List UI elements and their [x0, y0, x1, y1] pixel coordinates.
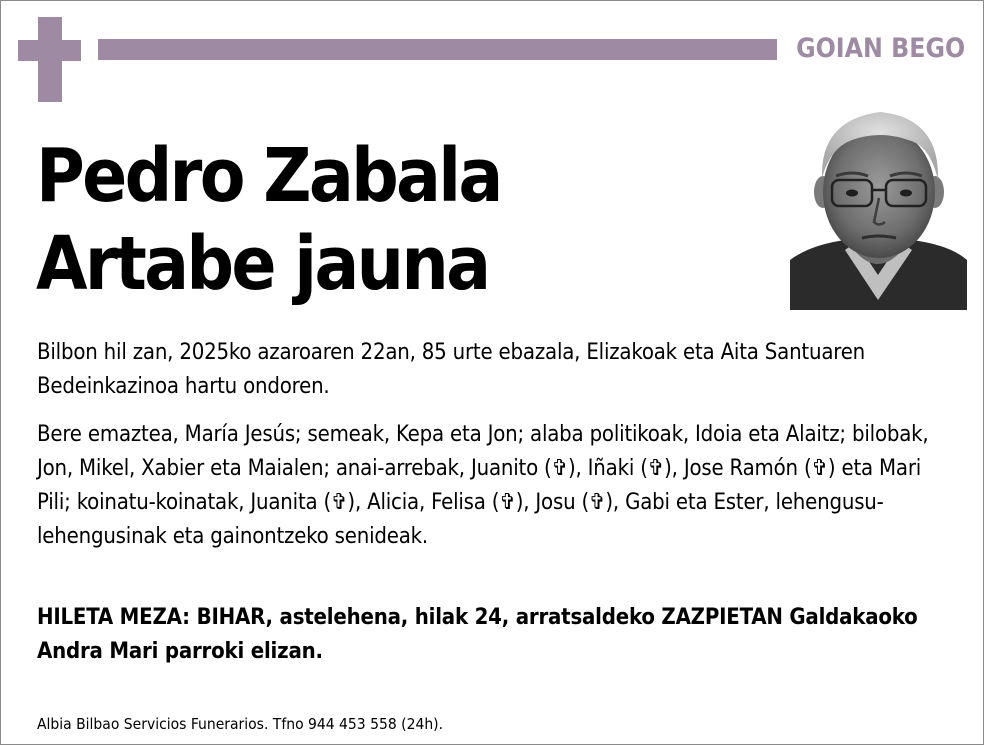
funeral-mass-paragraph: HILETA MEZA: BIHAR, astelehena, hilak 24, arratsaldeko ZAZPIETAN Galdakaoko Andra Mari parroki elizan.	[37, 605, 918, 664]
family-paragraph: Bere emaztea, María Jesús; semeak, Kepa eta Jon; alaba politikoak, Idoia eta Alaitz; bilobak, Jon, Mikel, Xabier eta Maialen; anai-arrebak, Juanito (✞), Iñaki (✞), Jose Ramón (✞) eta Mari Pili; koinatu-koinatak, Juanita (✞), Alicia, Felisa (✞), Josu (✞), Gabi eta Ester, lehengusu-lehengusinak eta gainontzeko senideak.	[37, 422, 929, 549]
cross-icon-bar	[18, 40, 81, 61]
deceased-name-line2: Artabe jauna	[36, 221, 489, 307]
death-notice-paragraph: Bilbon hil zan, 2025ko azaroaren 22an, 85 urte ebazala, Elizakoak eta Aita Santuaren Bedeinkazinoa hartu ondoren.	[37, 340, 866, 399]
deceased-name	[36, 132, 501, 308]
funeral-home-footer: Albia Bilbao Servicios Funerarios. Tfno 944 453 558 (24h).	[37, 715, 444, 733]
header-label: GOIAN BEGO	[795, 33, 965, 64]
deceased-name-line1: Pedro Zabala	[36, 133, 501, 219]
portrait-photo	[790, 100, 967, 310]
portrait-photo-image	[790, 100, 967, 310]
header-divider-bar	[98, 39, 777, 60]
